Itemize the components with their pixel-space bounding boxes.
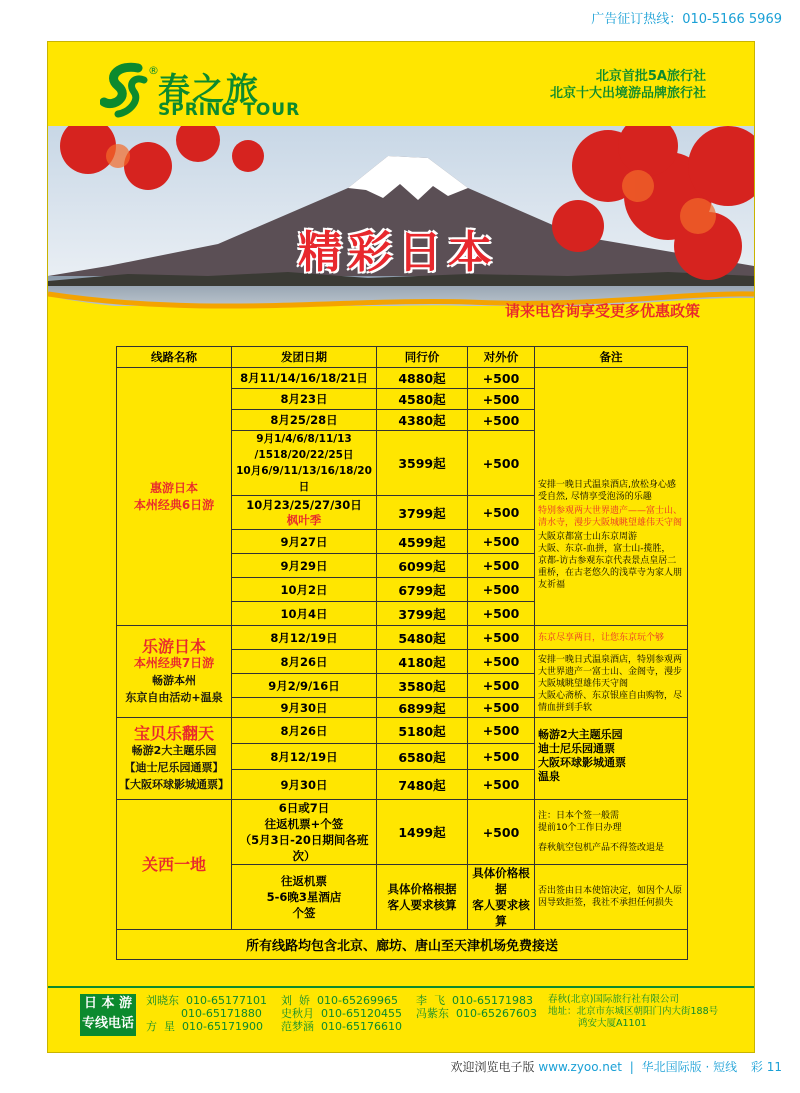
retail-cell: +500 — [468, 800, 535, 865]
remark-highlight: 特别参观两大世界遗产——富士山、清水寺，漫步大阪城眺望雄伟天守阁 — [538, 506, 683, 528]
price-cell: 4380起 — [377, 410, 468, 431]
remark-text: 注：日本个签一般需 提前10个工作日办理 — [538, 811, 622, 833]
date-cell: 8月12/19日 — [232, 626, 377, 650]
remarks-cell: 畅游2大主题乐园 迪士尼乐园通票 大阪环球影城通票 温泉 — [535, 718, 688, 800]
route-subtitle: 本州经典7日游 — [133, 655, 215, 670]
date-cell: 往返机票 5-6晚3星酒店 个签 — [232, 865, 377, 930]
remark-highlight: 东京尽享两日，让您东京玩个够 — [535, 626, 688, 650]
price-cell: 6580起 — [377, 744, 468, 770]
date-cell: 9月29日 — [232, 554, 377, 578]
date-cell: 6日或7日 往返机票+个签 （5月3日-20日期间各班次） — [232, 800, 377, 865]
date-cell — [232, 496, 377, 530]
tagline-line-2: 北京十大出境游品牌旅行社 — [549, 86, 706, 101]
retail-cell: +500 — [468, 431, 535, 496]
price-cell: 6799起 — [377, 578, 468, 602]
price-cell: 具体价格根据 客人要求核算 — [377, 865, 468, 930]
logo-chinese-name: 春之旅 — [158, 70, 261, 108]
header-retail-price: 对外价 — [468, 347, 535, 368]
route-feature: 【迪士尼乐园通票】 — [124, 760, 224, 774]
route-feature: 东京自由活动+温泉 — [125, 690, 223, 704]
contact-line: 李 飞 010-65171983 — [416, 994, 533, 1007]
remark-text: 安排一晚日式温泉酒店,放松身心感受自然, 尽情享受泡汤的乐趣 — [538, 480, 676, 502]
remarks-cell: 否出签由日本使馆决定，如因个人原因导致拒签，我社不承担任何损失 — [535, 865, 688, 930]
retail-cell: +500 — [468, 674, 535, 698]
table-row — [117, 368, 688, 389]
retail-cell: 具体价格根据 客人要求核算 — [468, 865, 535, 930]
retail-cell: +500 — [468, 602, 535, 626]
badge-line-1: 日 本 游 — [83, 996, 133, 1011]
price-cell: 3799起 — [377, 602, 468, 626]
price-cell: 4180起 — [377, 650, 468, 674]
route-price-table — [116, 346, 688, 960]
route-subtitle: 本州经典6日游 — [133, 497, 215, 512]
remarks-cell — [535, 368, 688, 626]
route-title: 关西一地 — [141, 855, 206, 874]
header-agent-price: 同行价 — [377, 347, 468, 368]
remark-text: 大阪京都富士山东京周游 大阪、东京-血拼，富士山-揽胜， 京都-访古参观东京代表景点皇居二重桥，在古老悠久的浅草寺为家人朋友祈福 — [538, 532, 683, 590]
hotline: 广告征订热线：010-5166 5969 — [591, 12, 782, 27]
date-cell: 8月23日 — [232, 389, 377, 410]
price-cell: 4880起 — [377, 368, 468, 389]
date-cell: 10月2日 — [232, 578, 377, 602]
date-cell: 8月11/14/16/18/21日 — [232, 368, 377, 389]
remark-text: 春秋航空包机产品不得签改退是 — [538, 843, 665, 853]
retail-cell: +500 — [468, 496, 535, 530]
remarks-cell — [535, 800, 688, 865]
date-cell: 8月25/28日 — [232, 410, 377, 431]
retail-cell: +500 — [468, 530, 535, 554]
retail-cell: +500 — [468, 770, 535, 800]
price-cell: 6899起 — [377, 698, 468, 718]
price-cell: 5180起 — [377, 718, 468, 744]
retail-cell: +500 — [468, 389, 535, 410]
route-feature: 畅游2大主题乐园 — [131, 743, 217, 757]
footer-page-number: 彩 11 — [750, 1060, 782, 1074]
header-route: 线路名称 — [117, 347, 232, 368]
contact-column-2 — [281, 994, 402, 1033]
price-cell: 4580起 — [377, 389, 468, 410]
retail-cell: +500 — [468, 554, 535, 578]
remarks-cell: 安排一晚日式温泉酒店，特别参观两大世界遗产一富士山、金阁寺，漫步大阪城眺望雄伟天守阁 大阪心斋桥、东京银座自由购物，尽情血拼到手软 — [535, 650, 688, 718]
route-name-cell — [117, 800, 232, 930]
route-title: 乐游日本 — [141, 636, 206, 656]
logo-english-name: SPRING TOUR — [158, 100, 301, 120]
mount-fuji-banner — [48, 126, 754, 326]
retail-cell: +500 — [468, 410, 535, 431]
contact-line: 范梦涵 010-65176610 — [281, 1020, 402, 1033]
retail-cell: +500 — [468, 368, 535, 389]
price-cell: 1499起 — [377, 800, 468, 865]
retail-cell: +500 — [468, 626, 535, 650]
table-row — [117, 718, 688, 744]
retail-cell: +500 — [468, 650, 535, 674]
spring-tour-logo — [100, 62, 320, 122]
date-cell: 8月12/19日 — [232, 744, 377, 770]
retail-cell: +500 — [468, 698, 535, 718]
price-cell: 3599起 — [377, 431, 468, 496]
header-date: 发团日期 — [232, 347, 377, 368]
contact-column-3 — [416, 994, 537, 1020]
maple-season-label: 枫叶季 — [286, 512, 322, 527]
contact-line: 方 星 010-65171900 — [146, 1020, 263, 1033]
price-cell: 5480起 — [377, 626, 468, 650]
table-header-row — [117, 347, 688, 368]
footer-text: 欢迎浏览电子版 — [450, 1060, 535, 1074]
contact-line: 冯紫东 010-65267603 — [416, 1007, 537, 1020]
price-cell: 6099起 — [377, 554, 468, 578]
price-cell: 3799起 — [377, 496, 468, 530]
contact-section — [48, 986, 754, 1044]
contact-line: 史秋月 010-65120455 — [281, 1007, 402, 1020]
contact-line: 刘 娇 010-65269965 — [281, 994, 398, 1007]
date-cell: 9月30日 — [232, 770, 377, 800]
date-cell: 8月26日 — [232, 650, 377, 674]
company-name: 春秋(北京)国际旅行社有限公司 — [548, 994, 679, 1005]
date-cell: 9月2/9/16日 — [232, 674, 377, 698]
footer-separator: | — [629, 1060, 634, 1074]
price-cell: 4599起 — [377, 530, 468, 554]
company-address-line-2: 鸿安大厦A1101 — [578, 1018, 647, 1029]
route-name-cell — [117, 718, 232, 800]
date-cell: 8月26日 — [232, 718, 377, 744]
header-remarks: 备注 — [535, 347, 688, 368]
badge-line-2: 专线电话 — [81, 1016, 134, 1031]
price-cell: 3580起 — [377, 674, 468, 698]
table-row — [117, 800, 688, 865]
date-text: 10月23/25/27/30日 — [246, 497, 362, 512]
japan-hotline-badge — [80, 994, 136, 1036]
promo-text: 请来电咨询享受更多优惠政策 — [504, 302, 700, 320]
footer-section: 华北国际版 · 短线 — [641, 1060, 738, 1074]
retail-cell: +500 — [468, 578, 535, 602]
retail-cell: +500 — [468, 744, 535, 770]
logo-swirl-icon — [100, 62, 152, 118]
page-footer — [451, 1058, 782, 1075]
date-cell: 9月30日 — [232, 698, 377, 718]
contact-line: 010-65171880 — [146, 1007, 262, 1020]
tagline-line-1: 北京首批5A旅行社 — [595, 69, 706, 84]
route-title: 惠游日本 — [149, 480, 198, 495]
registered-mark: ® — [148, 64, 159, 77]
tagline — [550, 68, 706, 102]
route-name-cell — [117, 626, 232, 718]
route-name-cell — [117, 368, 232, 626]
banner-title: 精彩日本 — [298, 227, 498, 278]
table-row — [117, 626, 688, 650]
route-title: 宝贝乐翻天 — [133, 723, 214, 743]
advert-card — [47, 41, 755, 1053]
date-cell: 9月27日 — [232, 530, 377, 554]
contact-line: 刘晓东 010-65177101 — [146, 994, 267, 1007]
company-address: 地址：北京市东城区朝阳门内大街188号 — [548, 1006, 719, 1017]
date-cell: 10月4日 — [232, 602, 377, 626]
footer-site-link[interactable]: www.zyoo.net — [538, 1060, 622, 1074]
contact-column-1 — [146, 994, 267, 1033]
retail-cell: +500 — [468, 718, 535, 744]
date-cell: 9月1/4/6/8/11/13 /1518/20/22/25日 10月6/9/11/13/16/18/20日 — [232, 431, 377, 496]
route-feature: 畅游本州 — [152, 673, 196, 687]
price-cell: 7480起 — [377, 770, 468, 800]
airport-transfer-note: 所有线路均包含北京、廊坊、唐山至天津机场免费接送 — [117, 930, 688, 960]
route-feature: 【大阪环球影城通票】 — [119, 777, 229, 791]
table-footer-row — [117, 930, 688, 960]
company-info — [548, 994, 718, 1030]
